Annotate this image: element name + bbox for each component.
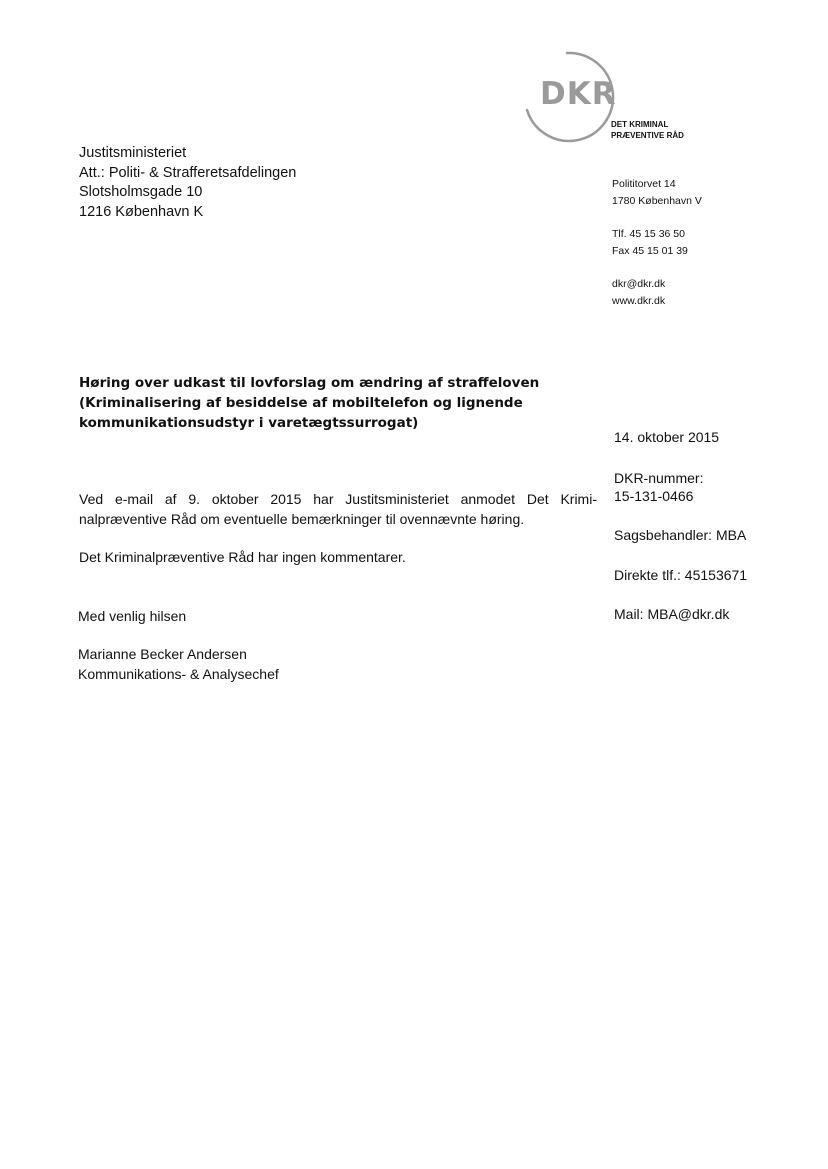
signer-name: Marianne Becker Andersen [78, 646, 247, 662]
case-handler: Sagsbehandler: MBA [614, 527, 747, 543]
body-paragraph-1-line-2: nalpræventive Råd om eventuelle bemærkninger til ovennævnte høring. [79, 511, 525, 527]
sender-fax: Fax 45 15 01 39 [612, 245, 688, 257]
direct-phone: Direkte tlf.: 45153671 [614, 567, 748, 583]
signature-block [78, 644, 279, 684]
recipient-name: Justitsministeriet [79, 145, 187, 161]
logo-wordmark: DKR [540, 76, 617, 112]
recipient-attention: Att.: Politi- & Strafferetsafdelingen [79, 164, 297, 181]
subject-line-1: Høring over udkast til lovforslag om ændring af straffeloven [79, 375, 540, 391]
organization-name [611, 119, 684, 141]
sender-city: 1780 København V [612, 195, 702, 207]
signer-title: Kommunikations- & Analysechef [78, 666, 279, 682]
letter-date: 14. oktober 2015 [614, 429, 720, 445]
organization-name-line-1: DET KRIMINAL [611, 120, 669, 129]
recipient-street: Slotsholmsgade 10 [79, 184, 203, 200]
sender-phone-block [612, 226, 688, 260]
sender-online-block [612, 276, 665, 310]
dkr-number-label: DKR-nummer: [614, 470, 704, 486]
organization-name-line-2: PRÆVENTIVE RÅD [611, 131, 684, 140]
contact-mail: Mail: MBA@dkr.dk [614, 606, 730, 622]
sender-email-link[interactable]: dkr@dkr.dk [612, 278, 666, 290]
subject-line-3: kommunikationsudstyr i varetægtssurrogat) [79, 415, 419, 431]
recipient-address [79, 144, 296, 222]
body-paragraph-2: Det Kriminalpræventive Råd har ingen kommentarer. [79, 549, 406, 565]
body-paragraph-1-line-1: Ved e-mail af 9. oktober 2015 har Justitsministeriet anmodet Det Krimi- [79, 491, 597, 507]
recipient-city: 1216 København K [79, 203, 204, 220]
sender-street: Polititorvet 14 [612, 178, 676, 190]
body-paragraph-1 [79, 489, 597, 529]
dkr-number: 15-131-0466 [614, 488, 694, 504]
sender-website-link[interactable]: www.dkr.dk [612, 295, 666, 307]
letter-subject [79, 373, 579, 433]
sender-address [612, 176, 702, 210]
subject-line-2: (Kriminalisering af besiddelse af mobiltelefon og lignende [79, 395, 523, 411]
sender-phone: Tlf. 45 15 36 50 [612, 228, 685, 240]
closing-salutation: Med venlig hilsen [78, 608, 187, 624]
